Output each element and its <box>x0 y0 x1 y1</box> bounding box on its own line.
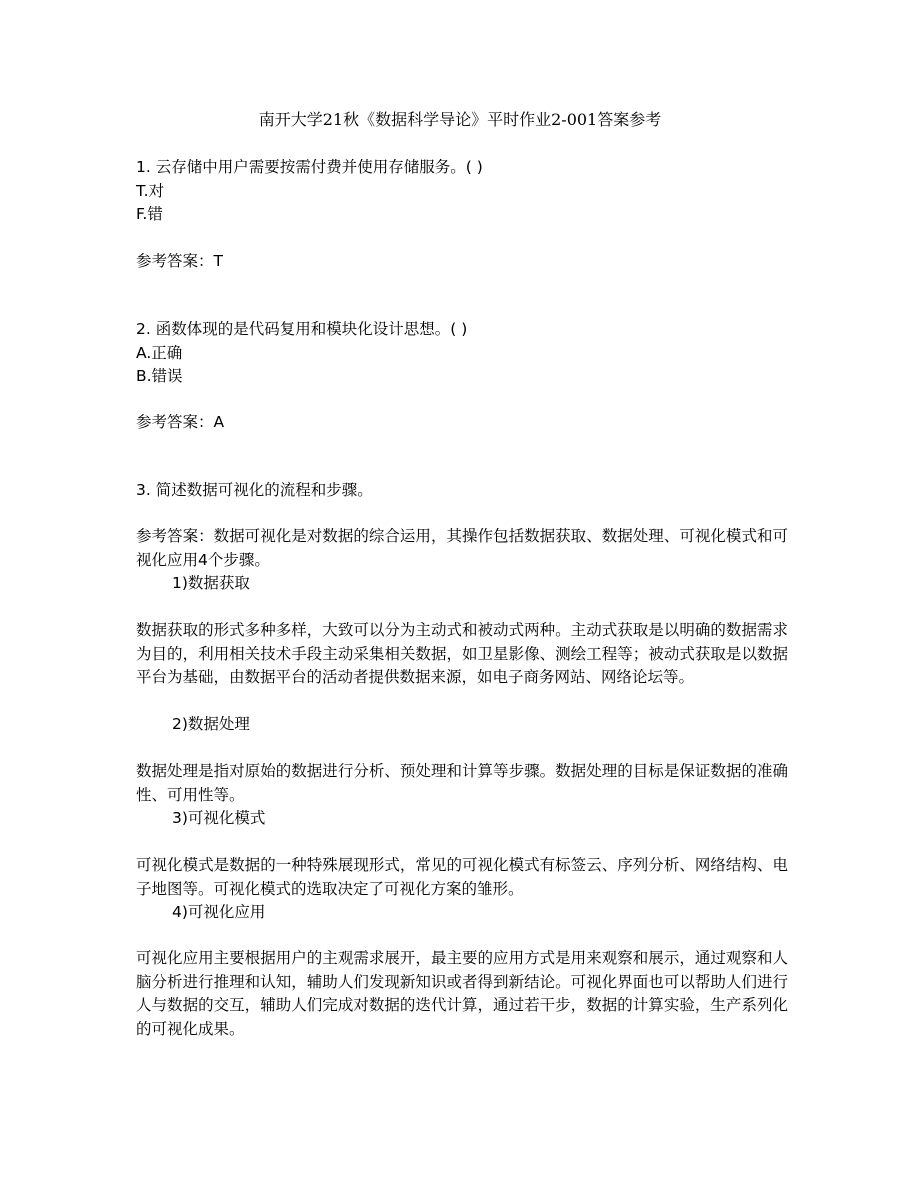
step-4-body: 可视化应用主要根据用户的主观需求展开，最主要的应用方式是用来观察和展示，通过观察和人脑分析进行推理和认知，辅助人们发现新知识或者得到新结论。可视化界面也可以帮助人们进行人与数据的交互，辅助人们完成对数据的迭代计算，通过若干步，数据的计算实验，生产系列化的可视化成果。 <box>136 949 788 1038</box>
step-2-heading: 2)数据处理 <box>172 715 250 733</box>
question-2-option-a: A.正确 <box>136 343 183 362</box>
question-1 <box>136 156 788 227</box>
page-title: 南开大学21秋《数据科学导论》平时作业2-001答案参考 <box>258 110 662 129</box>
question-1-option-f: F.错 <box>136 205 163 223</box>
step-4-heading: 4)可视化应用 <box>172 903 266 921</box>
question-2-stem: 2. 函数体现的是代码复用和模块化设计思想。( ) <box>136 320 468 338</box>
step-1-body: 数据获取的形式多种多样，大致可以分为主动式和被动式两种。主动式获取是以明确的数据需求为目的，利用相关技术手段主动采集相关数据，如卫星影像、测绘工程等；被动式获取是以数据平台为基础，由数据平台的活动者提供数据来源，如电子商务网站、网络论坛等。 <box>136 621 788 686</box>
question-1-stem: 1. 云存储中用户需要按需付费并使用存储服务。( ) <box>136 158 483 176</box>
step-3-body: 可视化模式是数据的一种特殊展现形式，常见的可视化模式有标签云、序列分析、网络结构、电子地图等。可视化模式的选取决定了可视化方案的雏形。 <box>136 856 788 898</box>
question-1-answer: 参考答案：T <box>136 252 223 270</box>
step-2-body: 数据处理是指对原始的数据进行分析、预处理和计算等步骤。数据处理的目标是保证数据的准确性、可用性等。 <box>136 762 788 804</box>
step-3-heading: 3)可视化模式 <box>172 809 266 827</box>
question-2-option-b: B.错误 <box>136 367 183 385</box>
step-1-heading: 1)数据获取 <box>172 574 250 592</box>
question-2-answer: 参考答案：A <box>136 413 225 431</box>
question-2 <box>136 318 788 389</box>
question-1-option-t: T.对 <box>136 181 165 200</box>
question-3-answer-intro: 参考答案：数据可视化是对数据的综合运用，其操作包括数据获取、数据处理、可视化模式和可视化应用4个步骤。 <box>136 527 788 569</box>
question-3-stem: 3. 简述数据可视化的流程和步骤。 <box>136 481 373 499</box>
